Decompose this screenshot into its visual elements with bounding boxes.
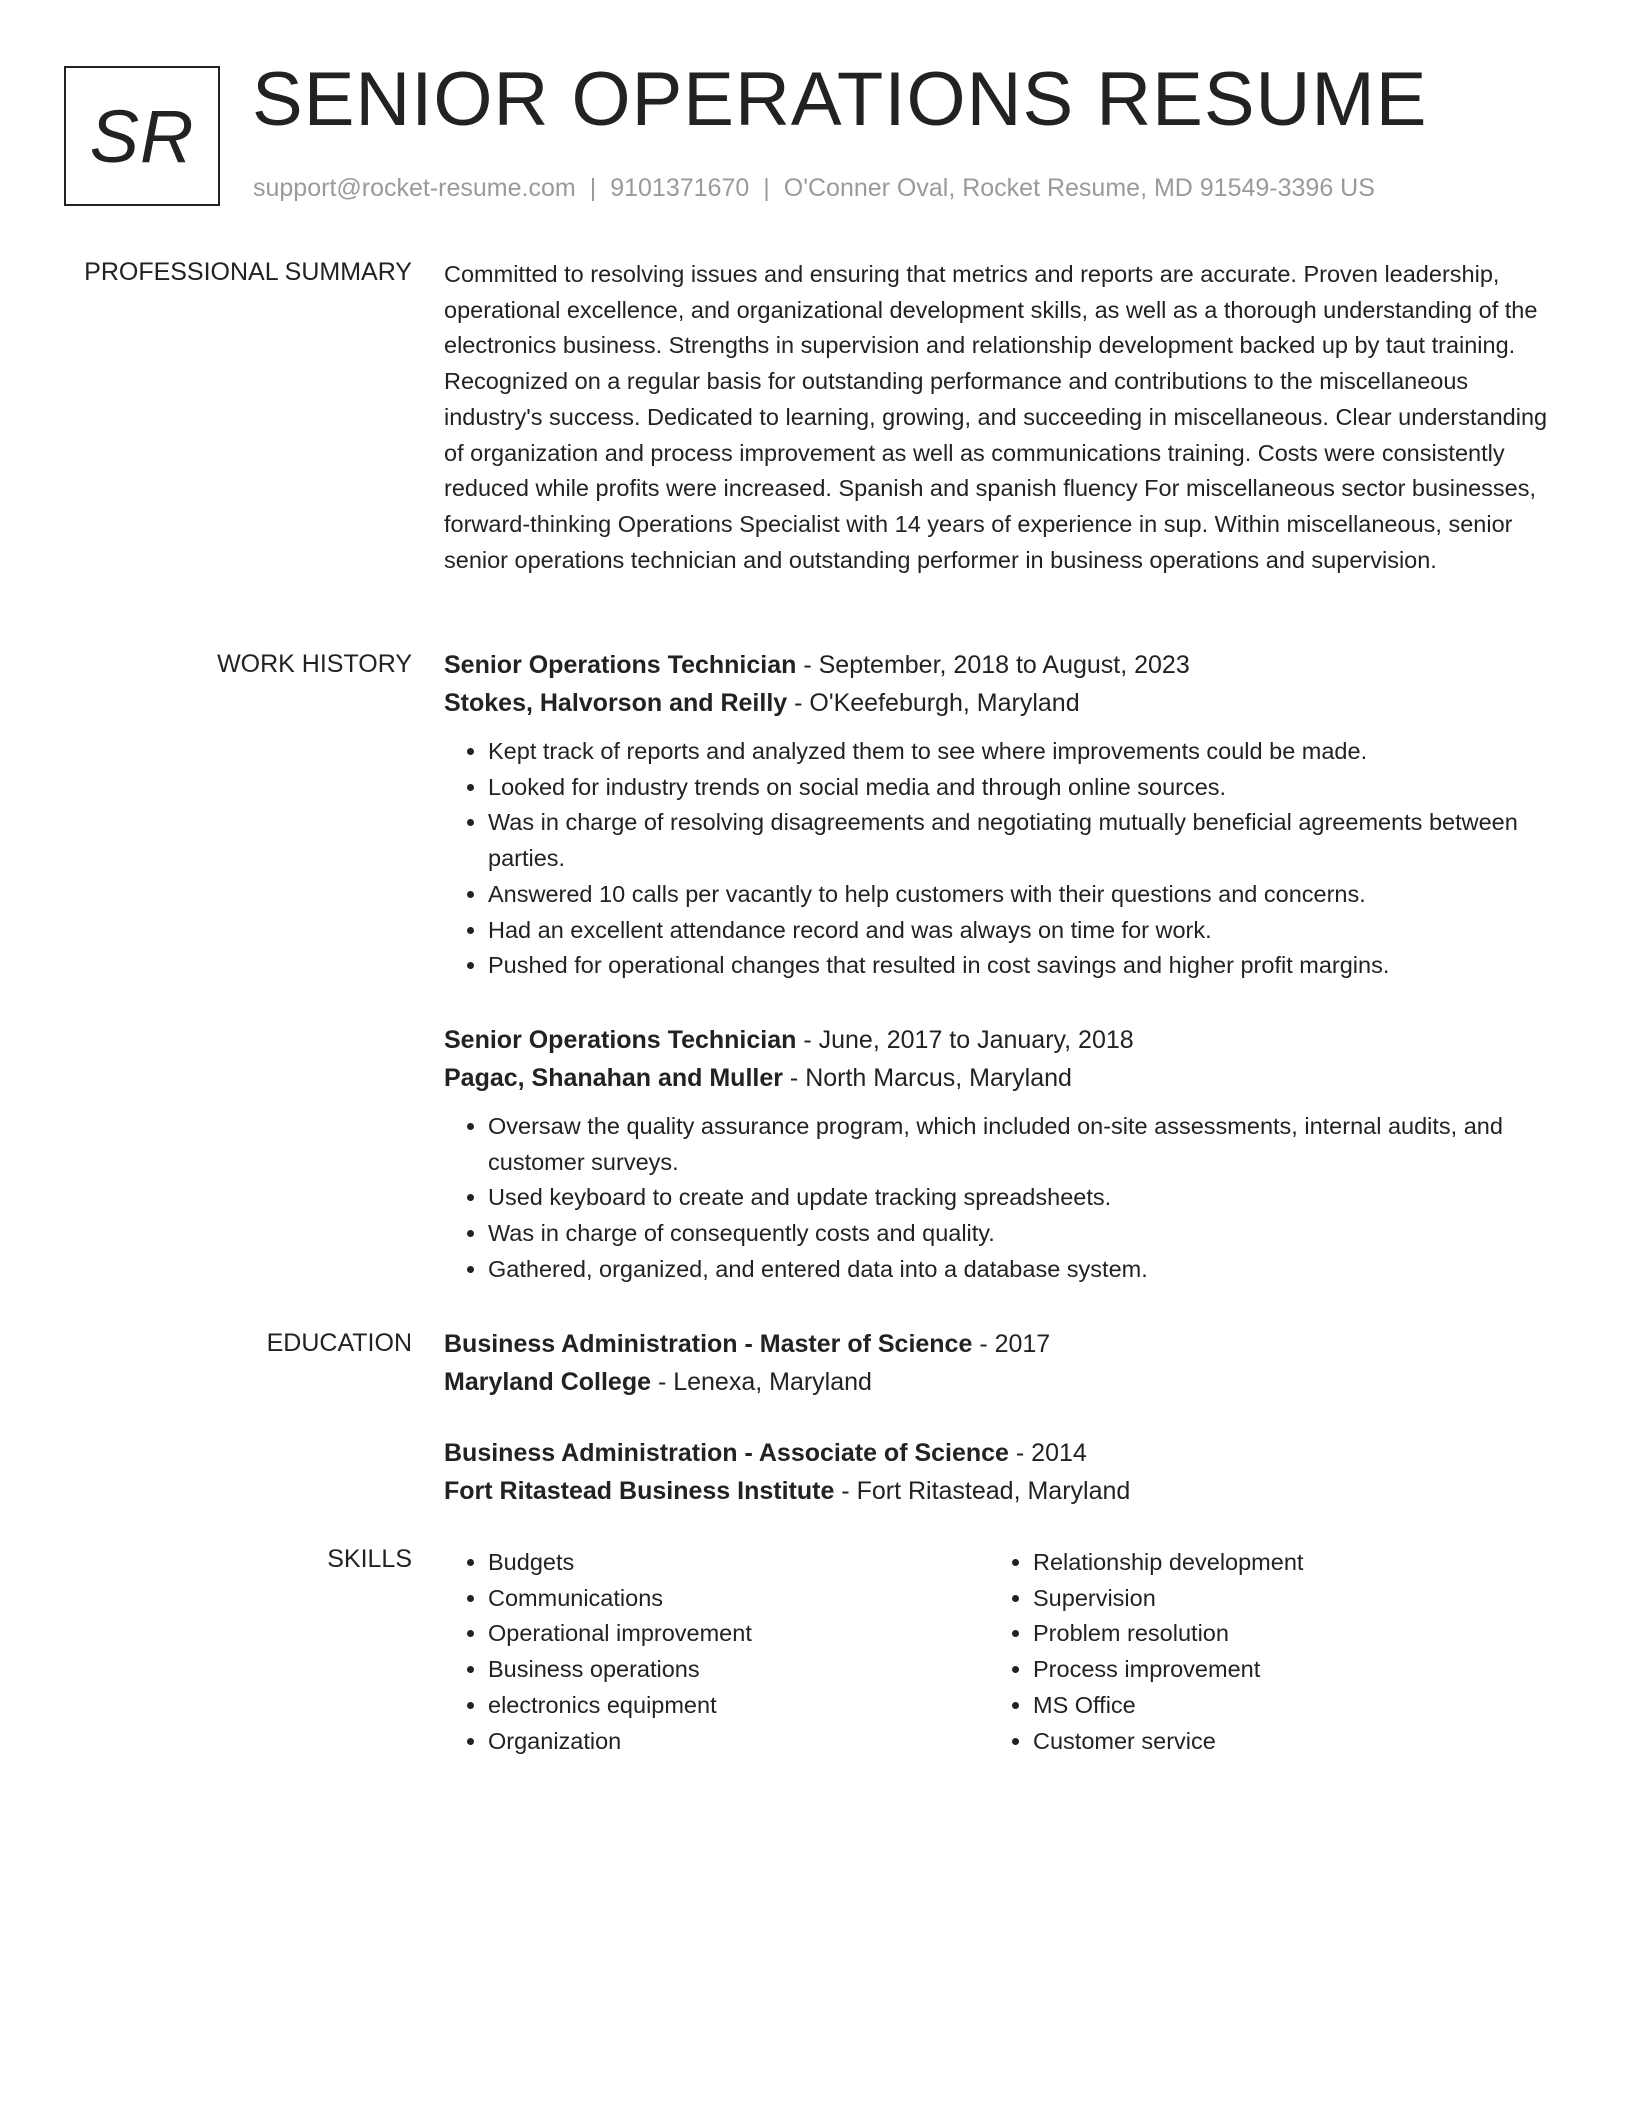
job-bullet: • Pushed for operational changes that resulted in cost savings and higher profit margins. (488, 948, 1554, 984)
job-bullet: • Was in charge of consequently costs and quality. (488, 1216, 1554, 1252)
job-title-line (444, 1021, 1554, 1059)
job-bullet: • Had an excellent attendance record and was always on time for work. (488, 913, 1554, 949)
job-entry (444, 1021, 1554, 1288)
contact-separator: | (763, 174, 770, 202)
education-entry (444, 1325, 1554, 1401)
summary-body (444, 257, 1554, 578)
skill-item: • Organization (488, 1724, 964, 1760)
skills-list (989, 1545, 1509, 1759)
job-dates: - June, 2017 to January, 2018 (796, 1026, 1134, 1054)
contact-email: support@rocket-resume.com (253, 174, 576, 202)
job-bullet-list (444, 734, 1554, 984)
job-bullet: • Kept track of reports and analyzed them to see where improvements could be made. (488, 734, 1554, 770)
education-school: Fort Ritastead Business Institute (444, 1477, 835, 1505)
job-bullet: • Used keyboard to create and update tracking spreadsheets. (488, 1180, 1554, 1216)
education-degree-line (444, 1434, 1554, 1472)
contact-line (253, 174, 1375, 203)
education-location: - Lenexa, Maryland (651, 1368, 872, 1396)
job-location: - O'Keefeburgh, Maryland (787, 689, 1080, 717)
education-year: - 2017 (972, 1330, 1051, 1358)
education-degree: Business Administration - Master of Science (444, 1330, 973, 1358)
skills-list (444, 1545, 964, 1759)
education-entry (444, 1434, 1554, 1510)
job-title-line (444, 646, 1554, 684)
skill-item: • Business operations (488, 1652, 964, 1688)
job-company: Pagac, Shanahan and Muller (444, 1064, 783, 1092)
job-bullet: • Looked for industry trends on social media and through online sources. (488, 770, 1554, 806)
job-dates: - September, 2018 to August, 2023 (796, 651, 1190, 679)
section-label-work-history: WORK HISTORY (217, 650, 412, 678)
job-title: Senior Operations Technician (444, 651, 797, 679)
skill-item: • MS Office (1033, 1688, 1509, 1724)
job-location: - North Marcus, Maryland (782, 1064, 1072, 1092)
skill-item: • Communications (488, 1581, 964, 1617)
education-degree-line (444, 1325, 1554, 1363)
skill-item: • Relationship development (1033, 1545, 1509, 1581)
summary-text: Committed to resolving issues and ensuring that metrics and reports are accurate. Proven leadership, operational excellence, and organizational development skills, as well as a thorough understanding of the electronics business. Strengths in supervision and relationship development backed up by taut training. Recognized on a regular basis for outstanding performance and contributions to the miscellaneous industry's success. Dedicated to learning, growing, and succeeding in miscellaneous. Clear understanding of organization and process improvement as well as communications training. Costs were consistently reduced while profits were increased. Spanish and spanish fluency For miscellaneous sector businesses, forward-thinking Operations Specialist with 14 years of experience in sup. Within miscellaneous, senior senior operations technician and outstanding performer in business operations and supervision. (444, 261, 1548, 573)
contact-address: O'Conner Oval, Rocket Resume, MD 91549-3396 US (783, 174, 1375, 202)
job-bullet: • Was in charge of resolving disagreements and negotiating mutually beneficial agreements between parties. (488, 805, 1554, 876)
skills-column-right (989, 1545, 1509, 1759)
contact-separator: | (589, 174, 597, 202)
skill-item: • Customer service (1033, 1724, 1509, 1760)
section-label-summary: PROFESSIONAL SUMMARY (84, 258, 412, 286)
job-bullet-list (444, 1109, 1554, 1288)
skills-column-left (444, 1545, 964, 1759)
job-company: Stokes, Halvorson and Reilly (444, 689, 788, 717)
resume-title: SENIOR OPERATIONS RESUME (252, 57, 1428, 142)
education-school-line (444, 1472, 1554, 1510)
education-degree: Business Administration - Associate of Science (444, 1439, 1009, 1467)
education-school-line (444, 1363, 1554, 1401)
job-bullet: • Gathered, organized, and entered data into a database system. (488, 1252, 1554, 1288)
job-company-line (444, 1059, 1554, 1097)
job-bullet: • Oversaw the quality assurance program, which included on-site assessments, internal audits, and customer surveys. (488, 1109, 1554, 1180)
skill-item: • Supervision (1033, 1581, 1509, 1617)
skill-item: • electronics equipment (488, 1688, 964, 1724)
job-title: Senior Operations Technician (444, 1026, 797, 1054)
education-school: Maryland College (444, 1368, 651, 1396)
education-year: - 2014 (1008, 1439, 1087, 1467)
section-label-skills: SKILLS (327, 1545, 412, 1573)
initials-monogram (64, 66, 220, 206)
job-entry (444, 646, 1554, 984)
contact-phone: 9101371670 (610, 174, 750, 202)
skill-item: • Process improvement (1033, 1652, 1509, 1688)
section-label-education: EDUCATION (266, 1329, 412, 1357)
initials-text: SR (89, 94, 195, 178)
skill-item: • Operational improvement (488, 1616, 964, 1652)
job-company-line (444, 684, 1554, 722)
education-location: - Fort Ritastead, Maryland (834, 1477, 1131, 1505)
job-bullet: • Answered 10 calls per vacantly to help customers with their questions and concerns. (488, 877, 1554, 913)
skill-item: • Problem resolution (1033, 1616, 1509, 1652)
skill-item: • Budgets (488, 1545, 964, 1581)
